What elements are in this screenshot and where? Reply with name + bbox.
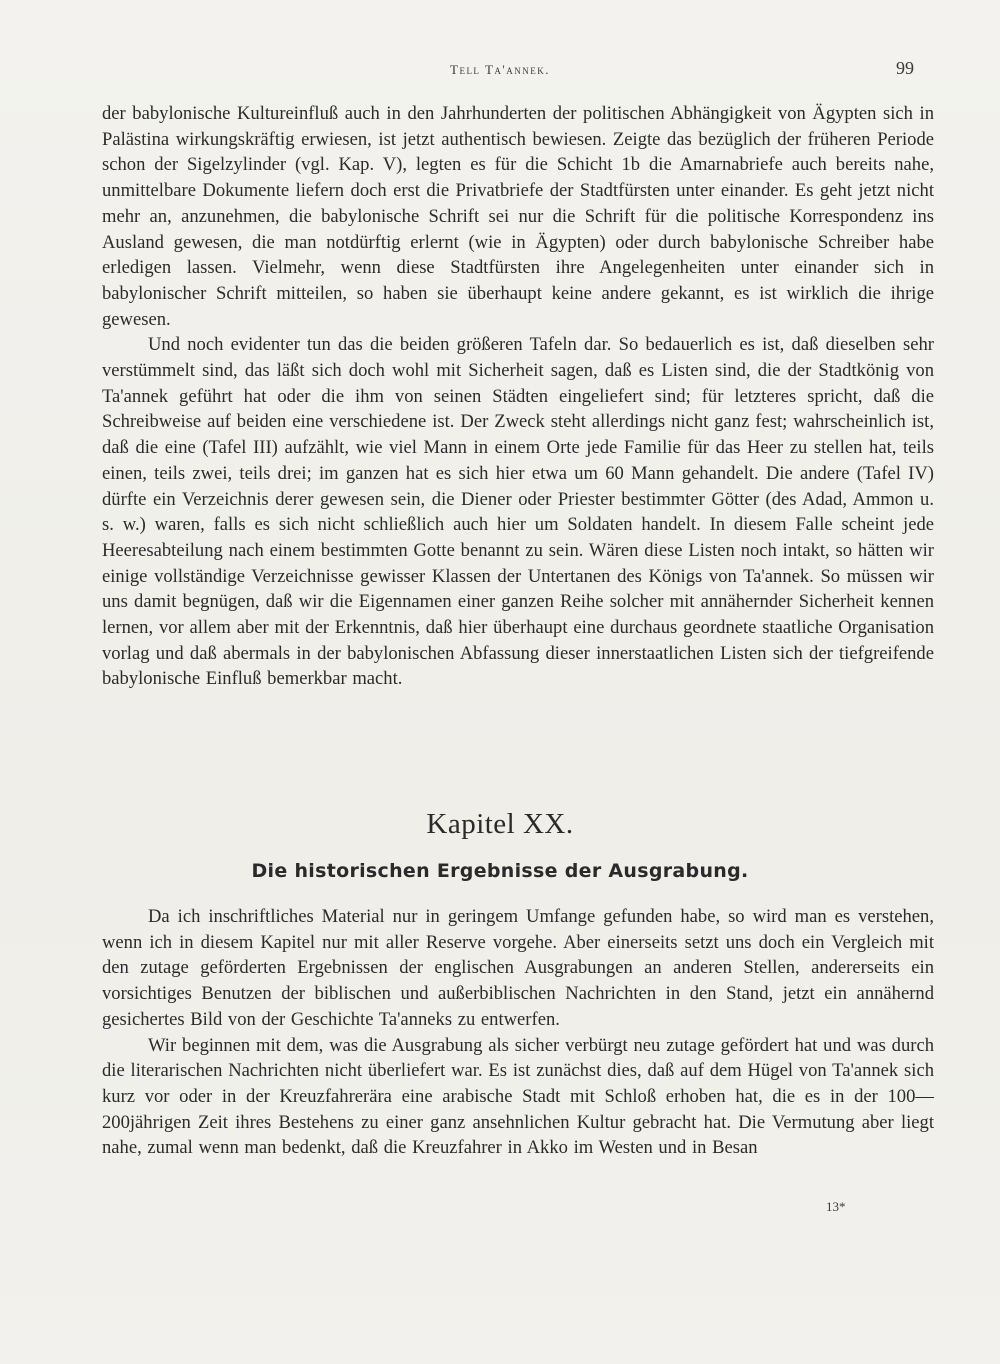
running-head: Tell Ta'annek. xyxy=(450,62,550,77)
paragraph-continuation: der babylonische Kultureinfluß auch in den Jahrhunderten der politischen Abhängigkeit von Ägypten sich in Palästina wirkungskräftig erwiesen, ist jetzt authentisch bewiesen. Zeigte das bezüglich der früheren Periode schon der Sigelzylinder (vgl. Kap. V), legten es für die Schicht 1b die Amarnabriefe auch bereits nahe, unmittelbare Dokumente liefern doch erst die Privatbriefe der Stadtfürsten unter einander. Es geht jetzt nicht mehr an, anzunehmen, die babylonische Schrift sei nur die Schrift für die politische Korrespondenz ins Ausland gewesen, die man notdürftig erlernt (wie in Ägypten) oder durch babylonische Schreiber habe erledigen lassen. Vielmehr, wenn diese Stadtfürsten ihre Angelegenheiten unter einander sich in babylonischer Schrift mitteilen, so haben sie überhaupt keine andere gekannt, es ist wirklich die ihrige gewesen. xyxy=(102,103,934,330)
signature-mark: 13* xyxy=(826,1199,846,1214)
text-block-chapter xyxy=(102,904,934,1161)
chapter-title: Kapitel XX. xyxy=(426,808,574,840)
paragraph: Und noch evidenter tun das die beiden größeren Tafeln dar. So bedauerlich es ist, daß dieselben sehr verstümmelt sind, das läßt sich doch wohl mit Sicherheit sagen, daß es Listen sind, die der Stadtkönig von Ta'annek geführt hat oder die ihm von seinen Städten eingeliefert sind; für letzteres spricht, daß die Schreibweise auf beiden eine verschiedene ist. Der Zweck steht allerdings nicht ganz fest; wahrscheinlich ist, daß die eine (Tafel III) aufzählt, wie viel Mann in einem Orte jede Familie für das Heer zu stellen hat, teils einen, teils zwei, teils drei; im ganzen hat es sich hier etwa um 60 Mann gehandelt. Die andere (Tafel IV) dürfte ein Verzeichnis derer gewesen sein, die Diener oder Priester bestimmter Götter (des Adad, Ammon u. s. w.) waren, falls es sich nicht schließlich auch hier um Soldaten handelt. In diesem Falle scheint jede Heeresabteilung nach einem bestimmten Gotte benannt zu sein. Wären diese Listen noch intakt, so hätten wir einige vollständige Verzeichnisse gewisser Klassen der Untertanen des Königs von Ta'annek. So müssen wir uns damit begnügen, daß wir die Eigennamen einer ganzen Reihe solcher mit annähernder Sicherheit kennen lernen, vor allem aber mit der Erkenntnis, daß hier überhaupt eine durchaus geordnete staatliche Organisation vorlag und daß abermals in der babylonischen Abfassung dieser innerstaatlichen Listen sich der tiefgreifende babylonische Einfluß bemerkbar macht. xyxy=(102,334,934,690)
paragraph: Da ich inschriftliches Material nur in geringem Umfange gefunden habe, so wird man es verstehen, wenn ich in diesem Kapitel nur mit aller Reserve vorgehe. Aber einerseits setzt uns doch ein Vergleich mit den zutage geförderten Ergebnissen der englischen Ausgrabungen an anderen Stellen, andererseits ein vorsichtiges Benutzen der biblischen und außerbiblischen Nachrichten in den Stand, jetzt ein annähernd gesichertes Bild von der Geschichte Ta'anneks zu entwerfen. xyxy=(102,906,934,1030)
page-number: 99 xyxy=(896,58,914,78)
text-block-before-chapter xyxy=(102,101,934,692)
paragraph: Wir beginnen mit dem, was die Ausgrabung als sicher verbürgt neu zutage gefördert hat und was durch die literarischen Nachrichten nicht überliefert war. Es ist zunächst dies, daß auf dem Hügel von Ta'annek sich kurz vor oder in der Kreuzfahrerära eine arabische Stadt mit Schloß erhoben hat, die es in der 100—200jährigen Zeit ihres Bestehens zu einer ganz ansehnlichen Kultur gebracht hat. Die Vermutung aber liegt nahe, zumal wenn man bedenkt, daß die Kreuzfahrer in Akko im Westen und in Besan xyxy=(102,1034,934,1159)
chapter-subtitle: Die historischen Ergebnisse der Ausgrabung. xyxy=(251,860,749,882)
